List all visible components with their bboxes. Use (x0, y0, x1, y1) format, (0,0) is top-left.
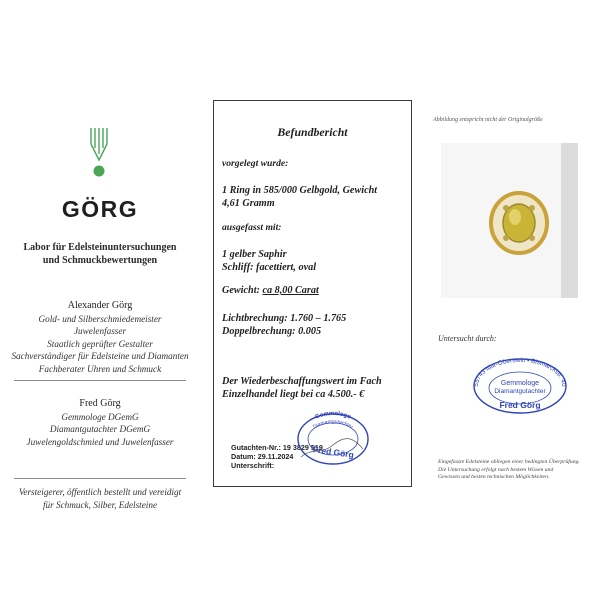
person1-title: Juwelenfasser (73, 326, 127, 337)
image-caption: Abbildung entspricht nicht der Originalgröße (433, 117, 543, 123)
svg-text:Gemmologe: Gemmologe (500, 380, 540, 387)
person1-title: Staatlich geprüfter Gestalter (47, 338, 153, 349)
item-line-2: 4,61 Gramm (222, 198, 275, 210)
person2-title: Gemmologe DGemG (61, 411, 139, 422)
auctioneer-line-1: Versteigerer, öffentlich bestellt und vereidigt (18, 487, 182, 497)
ring-photo (441, 143, 578, 298)
value-line-1: Der Wiederbeschaffungswert im Fach (222, 376, 382, 387)
stone-description (222, 248, 316, 274)
note-line-3: Gewissen und besten technischen Möglichkeiten. (438, 474, 550, 481)
report-title: Befundbericht (277, 125, 348, 139)
gorg-logo-icon (90, 128, 108, 182)
weight-line (222, 284, 319, 297)
item-description (222, 184, 377, 210)
birefringence-line: Doppelbrechung: 0.005 (222, 326, 322, 338)
value-statement (222, 375, 382, 401)
report-date: Datum: 29.11.2024 (231, 452, 294, 461)
person-fred (0, 398, 200, 448)
weight-value: ca 8,00 Carat (262, 285, 319, 296)
optical-properties (222, 312, 346, 338)
set-label: ausgefasst mit: (222, 222, 282, 233)
company-name: GÖRG (61, 196, 139, 222)
person1-title: Sachverständiger für Edelsteine und Diamanten (11, 351, 189, 362)
person-alexander (0, 300, 200, 376)
person2-title: Juwelengoldschmied und Juwelenfasser (26, 436, 174, 447)
note-line-1: Eingefasste Edelsteine obliegen einer bedingten Überprüfung. (438, 459, 580, 465)
photo-shadow (561, 143, 578, 298)
item-line-1: 1 Ring in 585/000 Gelbgold, Gewicht (222, 185, 378, 196)
appraiser-stamp-icon (293, 407, 373, 467)
lab-description (0, 241, 200, 267)
value-line-2: Einzelhandel liegt bei ca 4.500.- € (222, 389, 365, 401)
ring-image (479, 181, 559, 261)
certificate-number: Gutachten-Nr.: 19 3829 519 (231, 443, 323, 452)
examination-note (438, 459, 588, 482)
person2-name: Fred Görg (79, 398, 121, 409)
examined-by-label: Untersucht durch: (438, 334, 497, 343)
weight-label: Gewicht: (222, 285, 260, 296)
person1-title: Fachberater Uhren und Schmuck (38, 363, 162, 374)
divider (14, 380, 186, 381)
auctioneer-line-2: für Schmuck, Silber, Edelsteine (42, 499, 158, 510)
divider (14, 478, 186, 479)
person2-title: Diamantgutachter DGemG (49, 424, 151, 435)
note-line-2: Die Untersuchung erfolgt nach bestem Wissen und (438, 466, 554, 473)
lab-line-2: und Schmuckbewertungen (42, 255, 158, 266)
svg-text:55743 Idar-Oberstein • Bismarc: 55743 Idar-Oberstein • Bismarckstr. 40 (472, 356, 568, 387)
auctioneer-text (0, 486, 200, 511)
refraction-line: Lichtbrechung: 1.760 – 1.765 (222, 313, 347, 324)
cut-line: Schliff: facettiert, oval (222, 262, 317, 274)
person1-title: Gold- und Silberschmiedemeister (38, 313, 162, 324)
company-panel (0, 0, 200, 600)
svg-text:Fred Görg: Fred Görg (312, 444, 355, 460)
svg-text:Fred Görg: Fred Görg (499, 400, 541, 410)
svg-text:Diamantgutachter: Diamantgutachter (312, 418, 355, 431)
stone-line: 1 gelber Saphir (222, 249, 287, 260)
lab-line-1: Labor für Edelsteinuntersuchungen (23, 242, 177, 253)
svg-text:Diamantgutachter: Diamantgutachter (494, 388, 546, 395)
person1-name: Alexander Görg (67, 300, 133, 311)
svg-text:Gemmologe: Gemmologe (314, 410, 352, 421)
presented-label: vorgelegt wurde: (222, 158, 289, 169)
signature-label: Unterschrift: (231, 461, 275, 470)
examiner-stamp-icon (470, 356, 570, 416)
